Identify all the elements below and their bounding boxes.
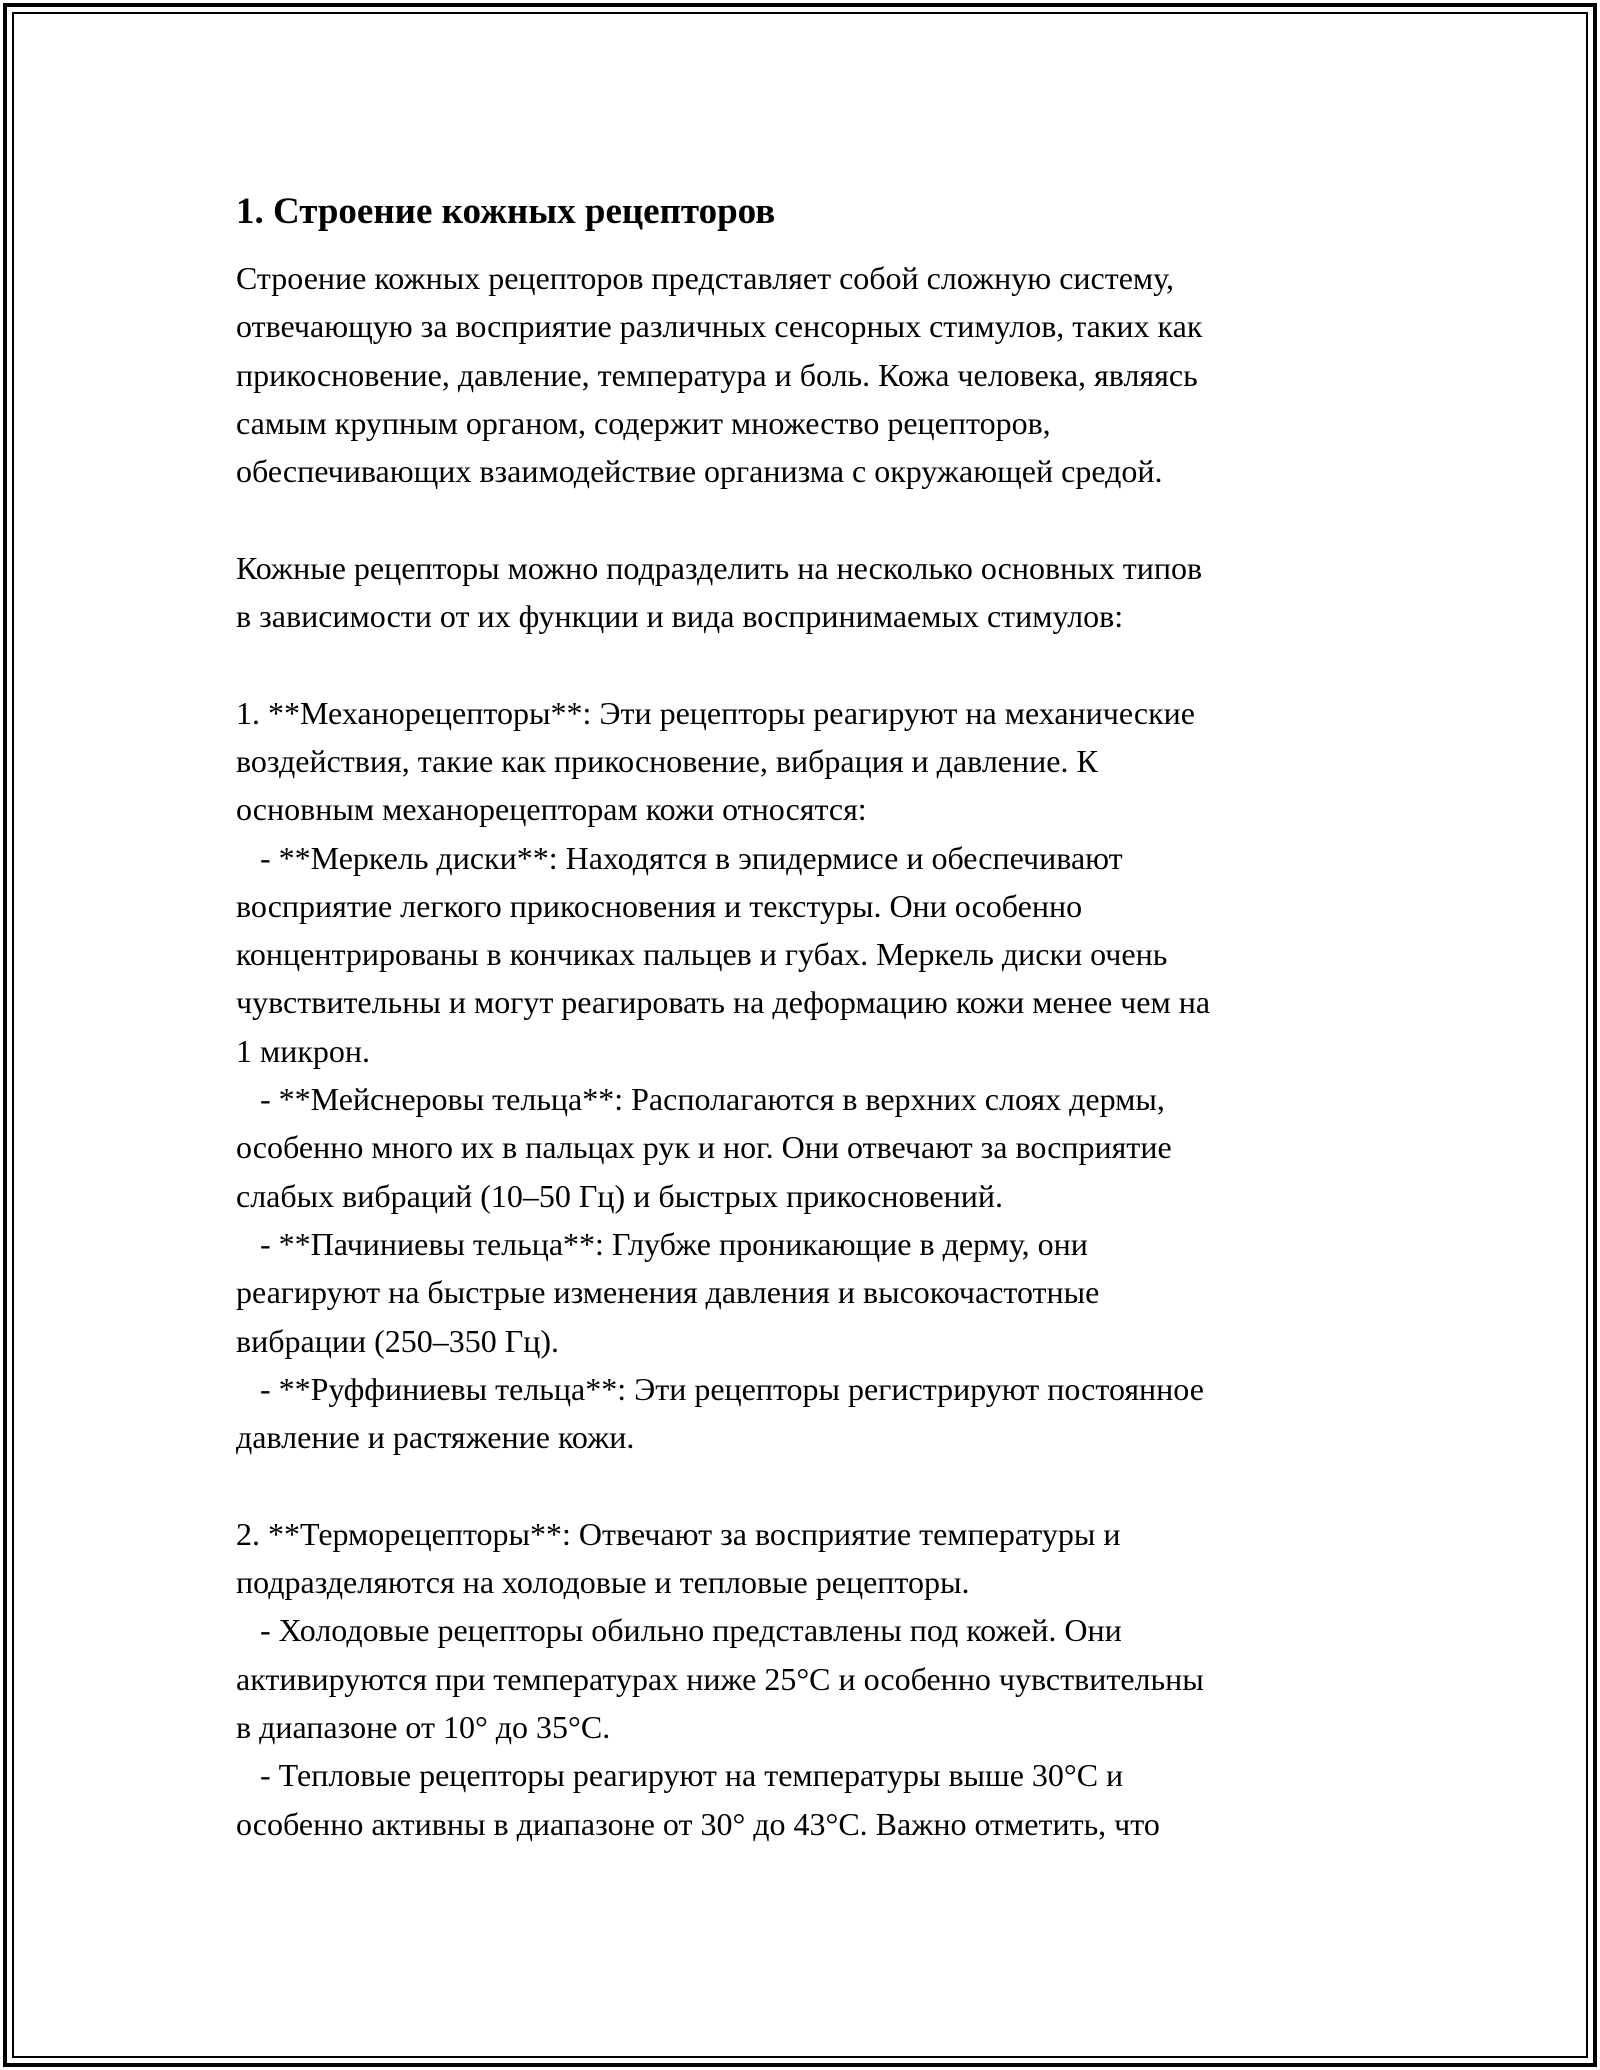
text-line: - Тепловые рецепторы реагируют на температуры выше 30°С и (236, 1757, 1124, 1794)
text-line: основным механорецепторам кожи относятся: (236, 791, 867, 828)
text-line: восприятие легкого прикосновения и текстуры. Они особенно (236, 887, 1083, 924)
text-line: - Холодовые рецепторы обильно представлены под кожей. Они (236, 1612, 1122, 1649)
blank-line (236, 640, 1366, 688)
text-line: особенно много их в пальцах рук и ног. Они отвечают за восприятие (236, 1129, 1172, 1166)
text-line: вибрации (250–350 Гц). (236, 1322, 560, 1359)
text-line: слабых вибраций (10–50 Гц) и быстрых прикосновений. (236, 1177, 1003, 1214)
text-line: 1. **Механорецепторы**: Эти рецепторы реагируют на механические (236, 694, 1195, 731)
text-line: самым крупным органом, содержит множество рецепторов, (236, 404, 1051, 441)
text-line: Строение кожных рецепторов представляет собой сложную систему, (236, 260, 1174, 296)
text-line: прикосновение, давление, температура и боль. Кожа человека, являясь (236, 356, 1198, 393)
document-content (236, 186, 1366, 1848)
blank-line (236, 495, 1366, 543)
text-line: воздействия, такие как прикосновение, вибрация и давление. К (236, 742, 1098, 779)
text-line: 1 микрон. (236, 1032, 371, 1069)
text-line: активируются при температурах ниже 25°С и особенно чувствительны (236, 1660, 1204, 1697)
text-line: концентрированы в кончиках пальцев и губах. Меркель диски очень (236, 936, 1168, 973)
text-line: в зависимости от их функции и вида воспринимаемых стимулов: (236, 598, 1124, 635)
text-line: 2. **Терморецепторы**: Отвечают за восприятие температуры и (236, 1515, 1121, 1552)
text-line: в диапазоне от 10° до 35°С. (236, 1708, 611, 1745)
text-line: обеспечивающих взаимодействие организма с окружающей средой. (236, 453, 1163, 490)
text-line: чувствительны и могут реагировать на деформацию кожи менее чем на (236, 984, 1211, 1021)
blank-line (236, 1461, 1366, 1509)
text-line: - **Руффиниевы тельца**: Эти рецепторы регистрируют постоянное (236, 1370, 1204, 1407)
text-line: - **Меркель диски**: Находятся в эпидермисе и обеспечивают (236, 839, 1123, 876)
section-title: 1. Строение кожных рецепторов (236, 191, 776, 232)
body-text (236, 254, 1366, 1848)
text-line: - **Пачиниевы тельца**: Глубже проникающие в дерму, они (236, 1225, 1088, 1262)
text-line: Кожные рецепторы можно подразделить на несколько основных типов (236, 549, 1203, 586)
text-line: отвечающую за восприятие различных сенсорных стимулов, таких как (236, 308, 1203, 345)
text-line: особенно активны в диапазоне от 30° до 43°С. Важно отметить, что (236, 1805, 1160, 1842)
text-line: давление и растяжение кожи. (236, 1419, 635, 1456)
text-line: реагируют на быстрые изменения давления и высокочастотные (236, 1274, 1100, 1311)
text-line: - **Мейснеровы тельца**: Располагаются в верхних слоях дермы, (236, 1081, 1165, 1118)
text-line: подразделяются на холодовые и тепловые рецепторы. (236, 1564, 970, 1601)
